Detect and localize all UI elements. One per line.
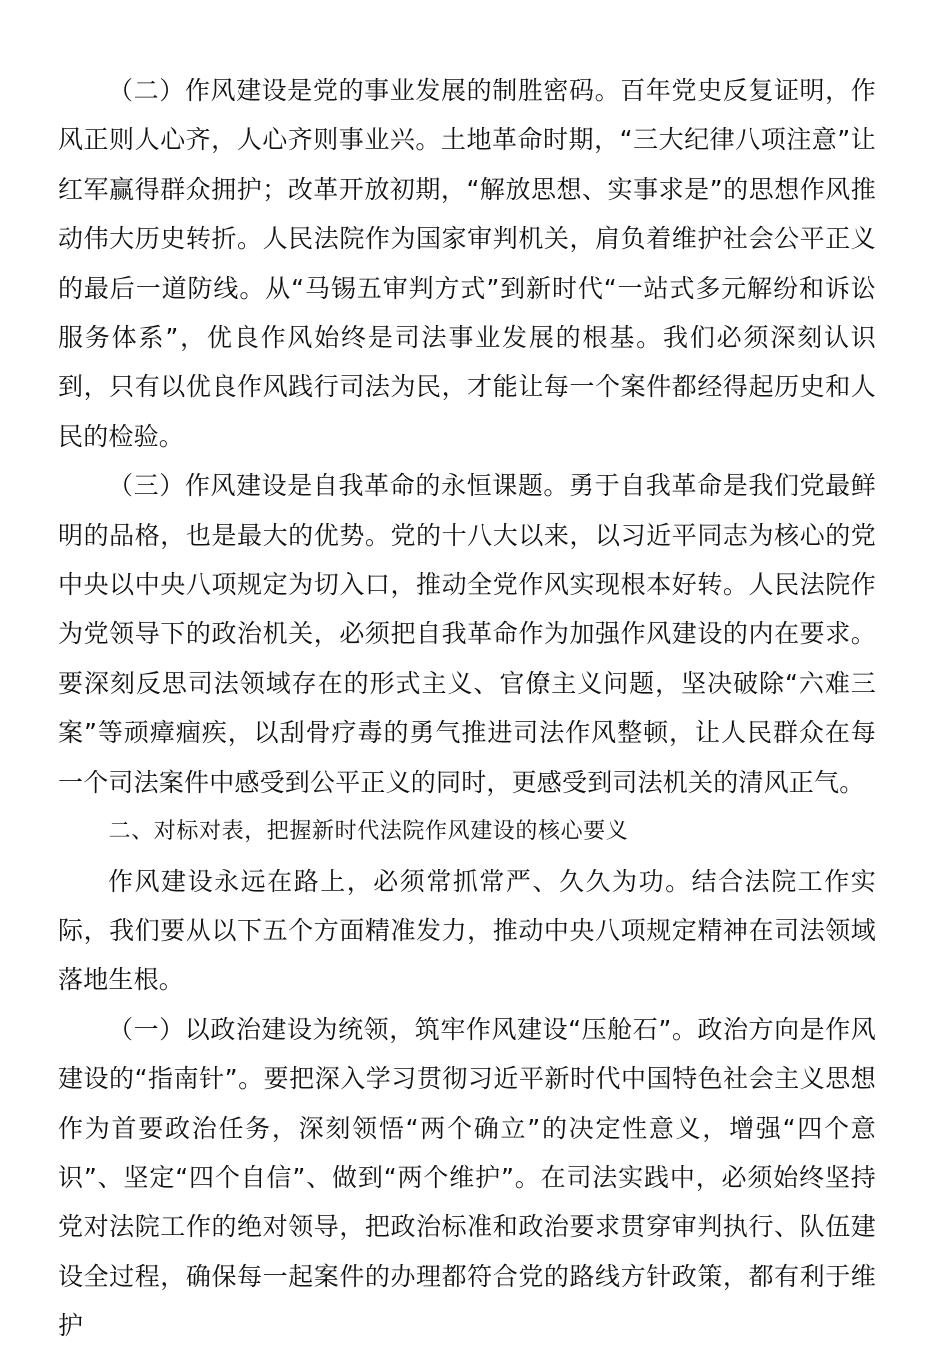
paragraph-section-2-1: （一）以政治建设为统领，筑牢作风建设“压舱石”。政治方向是作风建设的“指南针”。要把深入学习贯彻习近平新时代中国特色社会主义思想作为首要政治任务，深刻领悟“两个确立”的决定性意义，增强“四个意识”、坚定“四个自信”、做到“两个维护”。在司法实践中，必须始终坚持党对法院工作的绝对领导，把政治标准和政治要求贯穿审判执行、队伍建设全过程，确保每一起案件的办理都符合党的路线方针政策，都有利于维护 bbox=[58, 1014, 876, 1341]
paragraph-section-1-2: （二）作风建设是党的事业发展的制胜密码。百年党史反复证明，作风正则人心齐，人心齐则事业兴。土地革命时期，“三大纪律八项注意”让红军赢得群众拥护；改革开放初期，“解放思想、实事求是”的思想作风推动伟大历史转折。人民法院作为国家审判机关，肩负着维护社会公平正义的最后一道防线。从“马锡五审判方式”到新时代“一站式多元解纷和诉讼服务体系”，优良作风始终是司法事业发展的根基。我们必须深刻认识到，只有以优良作风践行司法为民，才能让每一个案件都经得起历史和人民的检验。 bbox=[58, 76, 876, 451]
paragraph-section-2-intro: 作风建设永远在路上，必须常抓常严、久久为功。结合法院工作实际，我们要从以下五个方面精准发力，推动中央八项规定精神在司法领域落地生根。 bbox=[58, 866, 876, 995]
section-heading-2: 二、对标对表，把握新时代法院作风建设的核心要义 bbox=[108, 819, 629, 845]
document-body bbox=[58, 66, 876, 1351]
paragraph-section-1-3: （三）作风建设是自我革命的永恒课题。勇于自我革命是我们党最鲜明的品格，也是最大的优势。党的十八大以来，以习近平同志为核心的党中央以中央八项规定为切入口，推动全党作风实现根本好转。人民法院作为党领导下的政治机关，必须把自我革命作为加强作风建设的内在要求。要深刻反思司法领域存在的形式主义、官僚主义问题，坚决破除“六难三案”等顽瘴痼疾，以刮骨疗毒的勇气推进司法作风整顿，让人民群众在每一个司法案件中感受到公平正义的同时，更感受到司法机关的清风正气。 bbox=[58, 471, 876, 797]
